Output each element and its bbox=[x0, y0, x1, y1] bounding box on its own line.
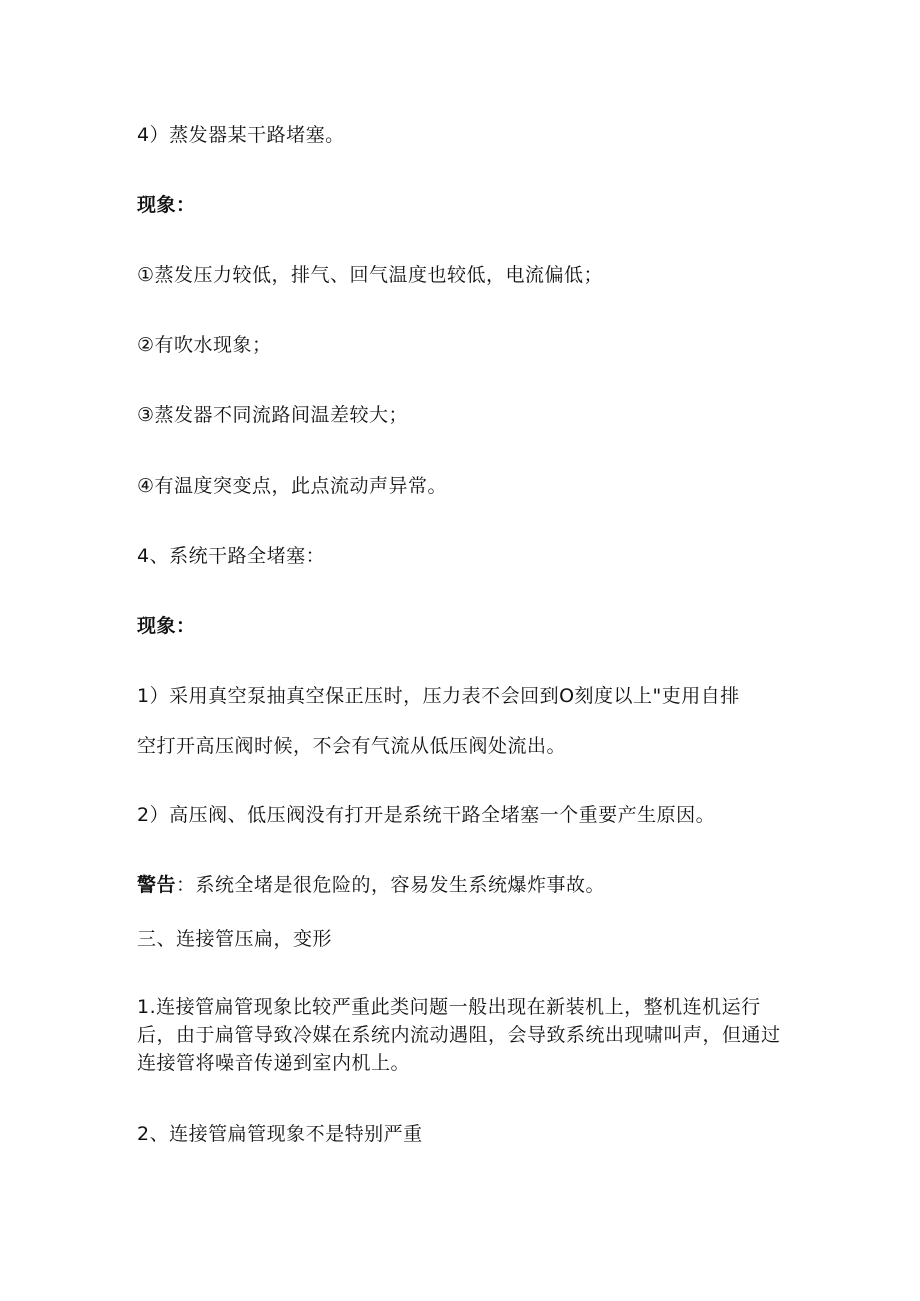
full-blockage-point-1-line-1: 1）采用真空泵抽真空保正压时，压力表不会回到O刻度以上"吏用自排 bbox=[137, 685, 740, 707]
phenomenon-item-3: ③蒸发器不同流路间温差较大； bbox=[137, 404, 409, 426]
paragraph-flattened-pipe-mild: 2、连接管扁管现象不是特别严重 bbox=[137, 1123, 423, 1145]
item-heading-full-blockage: 4、系统干路全堵塞： bbox=[137, 545, 326, 567]
full-blockage-point-2: 2）高压阀、低压阀没有打开是系统干路全堵塞一个重要产生原因。 bbox=[137, 804, 716, 826]
section-heading: 三、连接管压扁，变形 bbox=[137, 928, 333, 950]
warning-line bbox=[137, 872, 605, 898]
full-blockage-point-1-line-2: 空打开高压阀时候，不会有气流从低压阀处流出。 bbox=[137, 735, 567, 757]
phenomenon-label-2: 现象： bbox=[137, 615, 196, 637]
phenomenon-item-1: ①蒸发压力较低，排气、回气温度也较低，电流偏低； bbox=[137, 264, 604, 286]
phenomenon-label: 现象： bbox=[137, 194, 196, 216]
warning-label: 警告 bbox=[137, 874, 177, 896]
item-heading-evaporator-blockage: 4）蒸发器某干路堵塞。 bbox=[137, 124, 345, 146]
warning-text: ：系统全堵是很危险的，容易发生系统爆炸事故。 bbox=[176, 874, 606, 896]
phenomenon-item-2: ②有吹水现象； bbox=[137, 334, 272, 356]
paragraph-flattened-pipe-severe: 1.连接管扁管现象比较严重此类问题一般出现在新装机上，整机连机运行后，由于扁管导致冷媒在系统内流动遇阻，会导致系统出现啸叫声，但通过连接管将噪音传递到室内机上。 bbox=[137, 996, 781, 1074]
phenomenon-item-4: ④有温度突变点，此点流动声异常。 bbox=[137, 475, 448, 497]
